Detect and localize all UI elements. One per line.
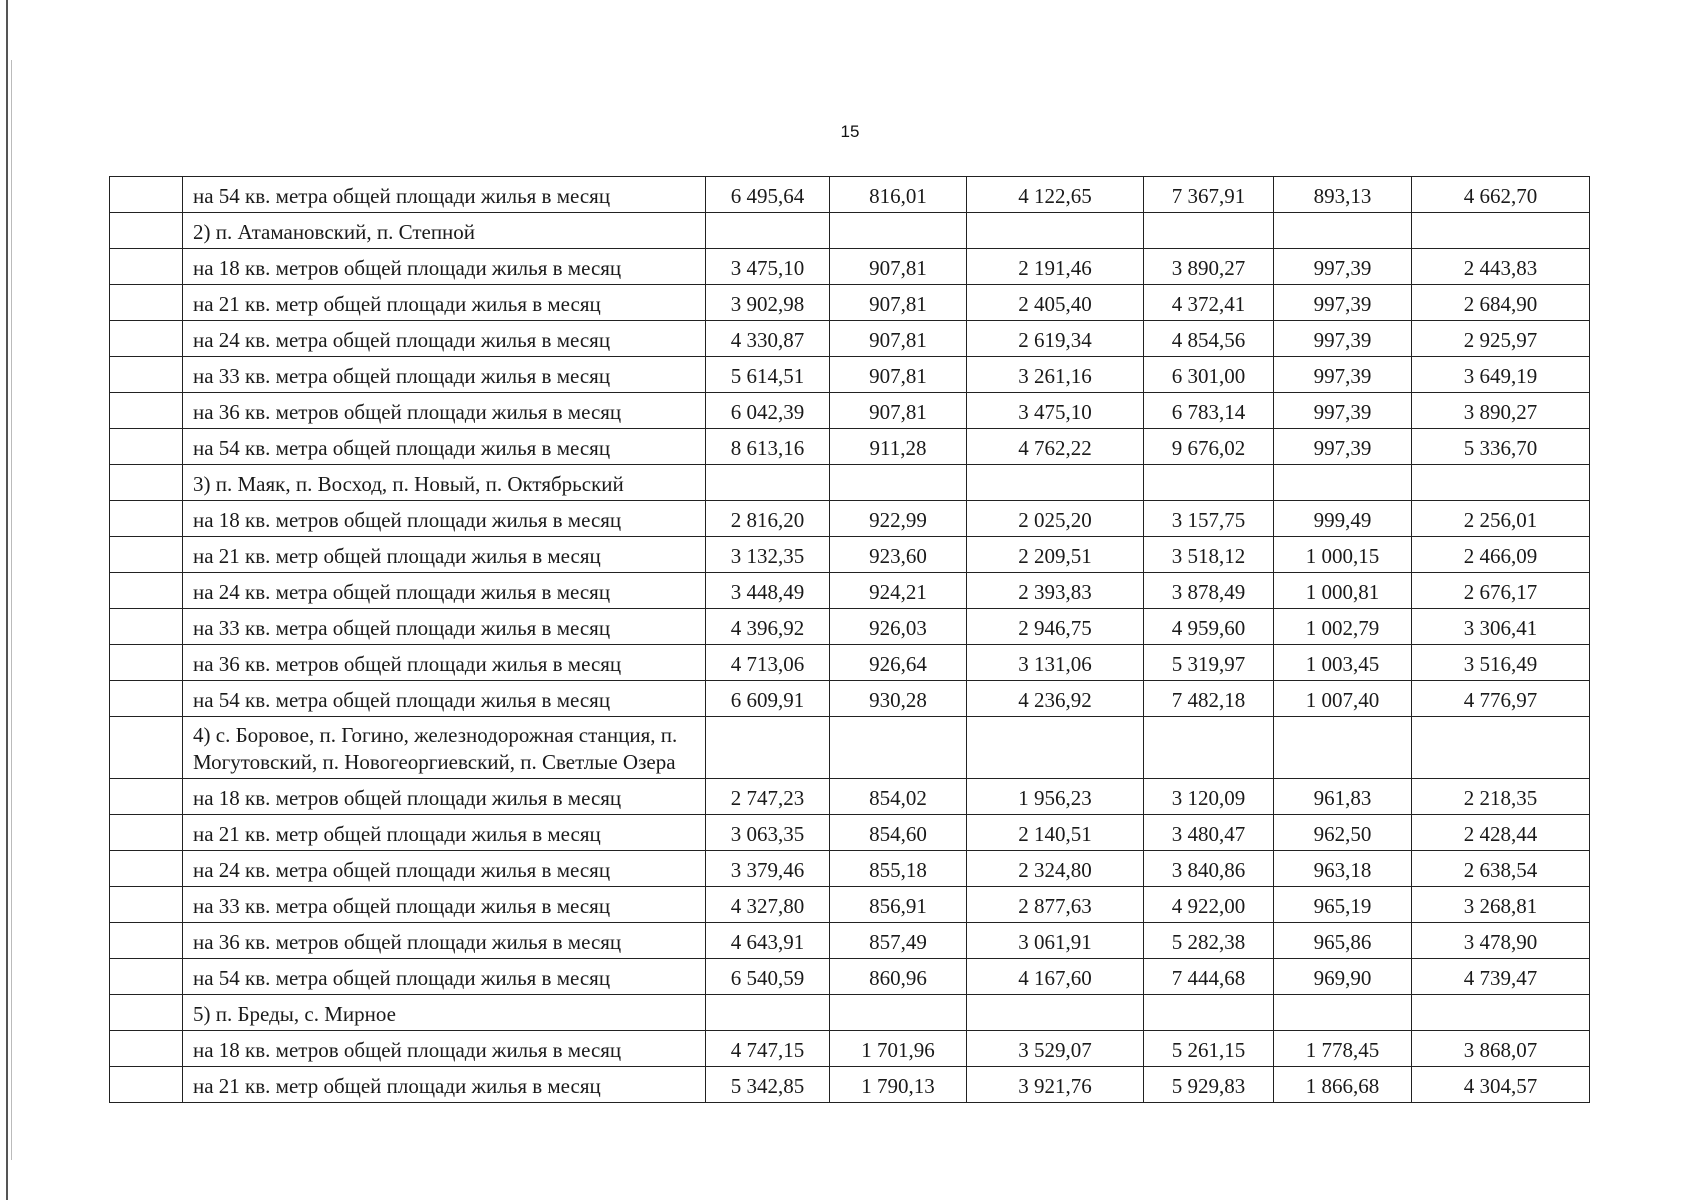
row-label-cell: на 21 кв. метр общей площади жилья в месяц bbox=[183, 537, 706, 573]
value-cell-col-3: 2 324,80 bbox=[967, 851, 1144, 887]
value-cell-col-2: 926,03 bbox=[830, 609, 967, 645]
row-label-cell: на 54 кв. метра общей площади жилья в месяц bbox=[183, 177, 706, 213]
row-label-cell: на 21 кв. метр общей площади жилья в месяц bbox=[183, 815, 706, 851]
row-label-cell: на 24 кв. метра общей площади жилья в месяц bbox=[183, 573, 706, 609]
row-number-cell bbox=[110, 717, 183, 779]
section-heading-cell: 2) п. Атамановский, п. Степной bbox=[183, 213, 706, 249]
value-cell-col-5: 997,39 bbox=[1274, 321, 1412, 357]
value-cell-col-4: 5 261,15 bbox=[1144, 1031, 1274, 1067]
value-cell-col-5: 997,39 bbox=[1274, 393, 1412, 429]
value-cell-col-3: 4 122,65 bbox=[967, 177, 1144, 213]
value-cell-col-4: 5 282,38 bbox=[1144, 923, 1274, 959]
table-row bbox=[110, 501, 1590, 537]
table-row bbox=[110, 995, 1590, 1031]
value-cell-col-6 bbox=[1412, 465, 1590, 501]
value-cell-col-3: 4 167,60 bbox=[967, 959, 1144, 995]
scan-edge-shadow bbox=[11, 60, 12, 1160]
value-cell-col-2: 911,28 bbox=[830, 429, 967, 465]
value-cell-col-1: 6 042,39 bbox=[706, 393, 830, 429]
value-cell-col-5: 1 000,15 bbox=[1274, 537, 1412, 573]
value-cell-col-1 bbox=[706, 995, 830, 1031]
value-cell-col-5: 1 007,40 bbox=[1274, 681, 1412, 717]
value-cell-col-1: 8 613,16 bbox=[706, 429, 830, 465]
value-cell-col-5: 893,13 bbox=[1274, 177, 1412, 213]
section-heading-cell: 3) п. Маяк, п. Восход, п. Новый, п. Октябрьский bbox=[183, 465, 706, 501]
value-cell-col-5: 997,39 bbox=[1274, 249, 1412, 285]
value-cell-col-1: 6 540,59 bbox=[706, 959, 830, 995]
value-cell-col-1 bbox=[706, 213, 830, 249]
scan-edge-line bbox=[6, 0, 8, 1200]
row-number-cell bbox=[110, 995, 183, 1031]
value-cell-col-2 bbox=[830, 465, 967, 501]
value-cell-col-1: 3 132,35 bbox=[706, 537, 830, 573]
value-cell-col-3: 3 061,91 bbox=[967, 923, 1144, 959]
value-cell-col-1: 5 342,85 bbox=[706, 1067, 830, 1103]
row-number-cell bbox=[110, 249, 183, 285]
row-label-cell: на 24 кв. метра общей площади жилья в месяц bbox=[183, 321, 706, 357]
value-cell-col-3: 3 529,07 bbox=[967, 1031, 1144, 1067]
value-cell-col-5 bbox=[1274, 213, 1412, 249]
value-cell-col-1: 4 747,15 bbox=[706, 1031, 830, 1067]
value-cell-col-6: 3 868,07 bbox=[1412, 1031, 1590, 1067]
value-cell-col-3: 2 140,51 bbox=[967, 815, 1144, 851]
value-cell-col-1: 2 816,20 bbox=[706, 501, 830, 537]
value-cell-col-6: 2 676,17 bbox=[1412, 573, 1590, 609]
value-cell-col-1: 3 063,35 bbox=[706, 815, 830, 851]
value-cell-col-2: 907,81 bbox=[830, 321, 967, 357]
row-number-cell bbox=[110, 393, 183, 429]
value-cell-col-1: 3 448,49 bbox=[706, 573, 830, 609]
row-number-cell bbox=[110, 213, 183, 249]
value-cell-col-1: 3 379,46 bbox=[706, 851, 830, 887]
table-row bbox=[110, 815, 1590, 851]
table-row bbox=[110, 177, 1590, 213]
value-cell-col-4 bbox=[1144, 465, 1274, 501]
row-label-cell: на 33 кв. метра общей площади жилья в месяц bbox=[183, 609, 706, 645]
value-cell-col-3: 3 475,10 bbox=[967, 393, 1144, 429]
value-cell-col-1: 4 713,06 bbox=[706, 645, 830, 681]
value-cell-col-4: 7 444,68 bbox=[1144, 959, 1274, 995]
table-row bbox=[110, 357, 1590, 393]
row-number-cell bbox=[110, 923, 183, 959]
value-cell-col-6 bbox=[1412, 213, 1590, 249]
table-row bbox=[110, 645, 1590, 681]
value-cell-col-3 bbox=[967, 213, 1144, 249]
value-cell-col-3: 2 405,40 bbox=[967, 285, 1144, 321]
value-cell-col-3: 4 762,22 bbox=[967, 429, 1144, 465]
value-cell-col-3: 3 261,16 bbox=[967, 357, 1144, 393]
row-number-cell bbox=[110, 851, 183, 887]
value-cell-col-5: 997,39 bbox=[1274, 357, 1412, 393]
section-heading-cell: 5) п. Бреды, с. Мирное bbox=[183, 995, 706, 1031]
value-cell-col-2 bbox=[830, 717, 967, 779]
value-cell-col-6: 4 304,57 bbox=[1412, 1067, 1590, 1103]
value-cell-col-6: 2 428,44 bbox=[1412, 815, 1590, 851]
table-row bbox=[110, 717, 1590, 779]
value-cell-col-1: 6 495,64 bbox=[706, 177, 830, 213]
value-cell-col-4: 3 890,27 bbox=[1144, 249, 1274, 285]
value-cell-col-4: 5 929,83 bbox=[1144, 1067, 1274, 1103]
value-cell-col-5: 965,19 bbox=[1274, 887, 1412, 923]
table-row bbox=[110, 959, 1590, 995]
table-row bbox=[110, 851, 1590, 887]
value-cell-col-5: 969,90 bbox=[1274, 959, 1412, 995]
value-cell-col-6: 4 739,47 bbox=[1412, 959, 1590, 995]
value-cell-col-2: 855,18 bbox=[830, 851, 967, 887]
value-cell-col-6: 3 268,81 bbox=[1412, 887, 1590, 923]
row-label-cell: на 36 кв. метров общей площади жилья в месяц bbox=[183, 645, 706, 681]
value-cell-col-2: 926,64 bbox=[830, 645, 967, 681]
row-label-cell: на 54 кв. метра общей площади жилья в месяц bbox=[183, 681, 706, 717]
value-cell-col-2: 922,99 bbox=[830, 501, 967, 537]
value-cell-col-1: 4 330,87 bbox=[706, 321, 830, 357]
value-cell-col-1: 4 327,80 bbox=[706, 887, 830, 923]
value-cell-col-4: 5 319,97 bbox=[1144, 645, 1274, 681]
row-number-cell bbox=[110, 645, 183, 681]
row-number-cell bbox=[110, 177, 183, 213]
row-label-cell: на 18 кв. метров общей площади жилья в месяц bbox=[183, 501, 706, 537]
row-label-cell: на 36 кв. метров общей площади жилья в месяц bbox=[183, 923, 706, 959]
row-label-cell: на 21 кв. метр общей площади жилья в месяц bbox=[183, 285, 706, 321]
value-cell-col-4: 3 878,49 bbox=[1144, 573, 1274, 609]
value-cell-col-2: 854,60 bbox=[830, 815, 967, 851]
value-cell-col-3: 2 946,75 bbox=[967, 609, 1144, 645]
value-cell-col-4: 7 367,91 bbox=[1144, 177, 1274, 213]
row-label-cell: на 33 кв. метра общей площади жилья в месяц bbox=[183, 887, 706, 923]
value-cell-col-3 bbox=[967, 995, 1144, 1031]
value-cell-col-2: 1 701,96 bbox=[830, 1031, 967, 1067]
value-cell-col-2: 907,81 bbox=[830, 393, 967, 429]
value-cell-col-1: 3 902,98 bbox=[706, 285, 830, 321]
row-label-cell: на 21 кв. метр общей площади жилья в месяц bbox=[183, 1067, 706, 1103]
row-number-cell bbox=[110, 1067, 183, 1103]
value-cell-col-2: 907,81 bbox=[830, 285, 967, 321]
value-cell-col-1 bbox=[706, 717, 830, 779]
value-cell-col-1: 5 614,51 bbox=[706, 357, 830, 393]
value-cell-col-5: 965,86 bbox=[1274, 923, 1412, 959]
page-number: 15 bbox=[840, 122, 860, 141]
row-label-cell: на 33 кв. метра общей площади жилья в месяц bbox=[183, 357, 706, 393]
value-cell-col-6: 2 638,54 bbox=[1412, 851, 1590, 887]
row-number-cell bbox=[110, 779, 183, 815]
value-cell-col-1: 6 609,91 bbox=[706, 681, 830, 717]
value-cell-col-6: 3 516,49 bbox=[1412, 645, 1590, 681]
value-cell-col-2: 924,21 bbox=[830, 573, 967, 609]
row-label-cell: на 18 кв. метров общей площади жилья в месяц bbox=[183, 1031, 706, 1067]
value-cell-col-2: 1 790,13 bbox=[830, 1067, 967, 1103]
value-cell-col-6: 3 478,90 bbox=[1412, 923, 1590, 959]
value-cell-col-6: 2 218,35 bbox=[1412, 779, 1590, 815]
value-cell-col-6 bbox=[1412, 717, 1590, 779]
section-heading-cell: 4) с. Боровое, п. Гогино, железнодорожная станция, п. Могутовский, п. Новогеоргиевский, п. Светлые Озера bbox=[183, 717, 706, 779]
value-cell-col-1: 4 396,92 bbox=[706, 609, 830, 645]
row-label-cell: на 18 кв. метров общей площади жилья в месяц bbox=[183, 779, 706, 815]
value-cell-col-3: 1 956,23 bbox=[967, 779, 1144, 815]
value-cell-col-5 bbox=[1274, 995, 1412, 1031]
row-number-cell bbox=[110, 887, 183, 923]
value-cell-col-5: 1 002,79 bbox=[1274, 609, 1412, 645]
tariff-table bbox=[109, 176, 1590, 1103]
value-cell-col-5: 1 778,45 bbox=[1274, 1031, 1412, 1067]
table-row bbox=[110, 887, 1590, 923]
value-cell-col-3: 3 921,76 bbox=[967, 1067, 1144, 1103]
value-cell-col-2: 907,81 bbox=[830, 357, 967, 393]
value-cell-col-3: 2 619,34 bbox=[967, 321, 1144, 357]
table-row bbox=[110, 321, 1590, 357]
value-cell-col-5: 997,39 bbox=[1274, 429, 1412, 465]
value-cell-col-5: 1 003,45 bbox=[1274, 645, 1412, 681]
value-cell-col-2: 857,49 bbox=[830, 923, 967, 959]
row-number-cell bbox=[110, 959, 183, 995]
value-cell-col-4: 9 676,02 bbox=[1144, 429, 1274, 465]
value-cell-col-5: 1 866,68 bbox=[1274, 1067, 1412, 1103]
table-row bbox=[110, 779, 1590, 815]
table-row bbox=[110, 1067, 1590, 1103]
row-number-cell bbox=[110, 357, 183, 393]
value-cell-col-6: 2 684,90 bbox=[1412, 285, 1590, 321]
value-cell-col-4: 4 854,56 bbox=[1144, 321, 1274, 357]
value-cell-col-3: 2 393,83 bbox=[967, 573, 1144, 609]
value-cell-col-3: 2 191,46 bbox=[967, 249, 1144, 285]
value-cell-col-5: 962,50 bbox=[1274, 815, 1412, 851]
value-cell-col-4: 7 482,18 bbox=[1144, 681, 1274, 717]
row-label-cell: на 54 кв. метра общей площади жилья в месяц bbox=[183, 959, 706, 995]
value-cell-col-6: 2 925,97 bbox=[1412, 321, 1590, 357]
value-cell-col-5: 997,39 bbox=[1274, 285, 1412, 321]
value-cell-col-6: 4 662,70 bbox=[1412, 177, 1590, 213]
value-cell-col-5: 963,18 bbox=[1274, 851, 1412, 887]
value-cell-col-6: 2 466,09 bbox=[1412, 537, 1590, 573]
row-number-cell bbox=[110, 1031, 183, 1067]
table-row bbox=[110, 213, 1590, 249]
value-cell-col-6: 3 306,41 bbox=[1412, 609, 1590, 645]
table-body bbox=[110, 177, 1590, 1103]
table-row bbox=[110, 429, 1590, 465]
value-cell-col-3: 4 236,92 bbox=[967, 681, 1144, 717]
value-cell-col-3 bbox=[967, 465, 1144, 501]
value-cell-col-4 bbox=[1144, 213, 1274, 249]
value-cell-col-1: 4 643,91 bbox=[706, 923, 830, 959]
row-label-cell: на 18 кв. метров общей площади жилья в месяц bbox=[183, 249, 706, 285]
table-row bbox=[110, 573, 1590, 609]
row-label-cell: на 54 кв. метра общей площади жилья в месяц bbox=[183, 429, 706, 465]
value-cell-col-6: 3 649,19 bbox=[1412, 357, 1590, 393]
row-number-cell bbox=[110, 465, 183, 501]
table-row bbox=[110, 249, 1590, 285]
table-row bbox=[110, 393, 1590, 429]
row-number-cell bbox=[110, 573, 183, 609]
value-cell-col-3: 2 025,20 bbox=[967, 501, 1144, 537]
value-cell-col-5 bbox=[1274, 465, 1412, 501]
row-number-cell bbox=[110, 681, 183, 717]
value-cell-col-5: 961,83 bbox=[1274, 779, 1412, 815]
value-cell-col-3: 3 131,06 bbox=[967, 645, 1144, 681]
row-number-cell bbox=[110, 429, 183, 465]
value-cell-col-2: 816,01 bbox=[830, 177, 967, 213]
value-cell-col-4 bbox=[1144, 995, 1274, 1031]
value-cell-col-4: 3 518,12 bbox=[1144, 537, 1274, 573]
value-cell-col-4: 3 840,86 bbox=[1144, 851, 1274, 887]
row-number-cell bbox=[110, 537, 183, 573]
table-row bbox=[110, 285, 1590, 321]
value-cell-col-4: 4 959,60 bbox=[1144, 609, 1274, 645]
row-number-cell bbox=[110, 815, 183, 851]
value-cell-col-3: 2 209,51 bbox=[967, 537, 1144, 573]
table-row bbox=[110, 681, 1590, 717]
value-cell-col-5 bbox=[1274, 717, 1412, 779]
value-cell-col-6 bbox=[1412, 995, 1590, 1031]
value-cell-col-4: 3 120,09 bbox=[1144, 779, 1274, 815]
value-cell-col-6: 2 443,83 bbox=[1412, 249, 1590, 285]
row-number-cell bbox=[110, 285, 183, 321]
value-cell-col-2 bbox=[830, 213, 967, 249]
value-cell-col-4: 3 480,47 bbox=[1144, 815, 1274, 851]
row-number-cell bbox=[110, 609, 183, 645]
value-cell-col-1 bbox=[706, 465, 830, 501]
table-row bbox=[110, 609, 1590, 645]
value-cell-col-2 bbox=[830, 995, 967, 1031]
value-cell-col-1: 2 747,23 bbox=[706, 779, 830, 815]
value-cell-col-2: 923,60 bbox=[830, 537, 967, 573]
value-cell-col-2: 856,91 bbox=[830, 887, 967, 923]
value-cell-col-5: 1 000,81 bbox=[1274, 573, 1412, 609]
value-cell-col-6: 3 890,27 bbox=[1412, 393, 1590, 429]
table-row bbox=[110, 465, 1590, 501]
value-cell-col-4: 6 301,00 bbox=[1144, 357, 1274, 393]
value-cell-col-2: 907,81 bbox=[830, 249, 967, 285]
table-row bbox=[110, 923, 1590, 959]
value-cell-col-2: 860,96 bbox=[830, 959, 967, 995]
table-row bbox=[110, 537, 1590, 573]
row-label-cell: на 36 кв. метров общей площади жилья в месяц bbox=[183, 393, 706, 429]
row-label-cell: на 24 кв. метра общей площади жилья в месяц bbox=[183, 851, 706, 887]
value-cell-col-4: 6 783,14 bbox=[1144, 393, 1274, 429]
value-cell-col-4 bbox=[1144, 717, 1274, 779]
value-cell-col-2: 930,28 bbox=[830, 681, 967, 717]
value-cell-col-3 bbox=[967, 717, 1144, 779]
row-number-cell bbox=[110, 321, 183, 357]
value-cell-col-4: 3 157,75 bbox=[1144, 501, 1274, 537]
row-number-cell bbox=[110, 501, 183, 537]
value-cell-col-6: 5 336,70 bbox=[1412, 429, 1590, 465]
table-row bbox=[110, 1031, 1590, 1067]
value-cell-col-5: 999,49 bbox=[1274, 501, 1412, 537]
value-cell-col-4: 4 372,41 bbox=[1144, 285, 1274, 321]
value-cell-col-2: 854,02 bbox=[830, 779, 967, 815]
value-cell-col-6: 4 776,97 bbox=[1412, 681, 1590, 717]
value-cell-col-6: 2 256,01 bbox=[1412, 501, 1590, 537]
value-cell-col-3: 2 877,63 bbox=[967, 887, 1144, 923]
value-cell-col-4: 4 922,00 bbox=[1144, 887, 1274, 923]
value-cell-col-1: 3 475,10 bbox=[706, 249, 830, 285]
